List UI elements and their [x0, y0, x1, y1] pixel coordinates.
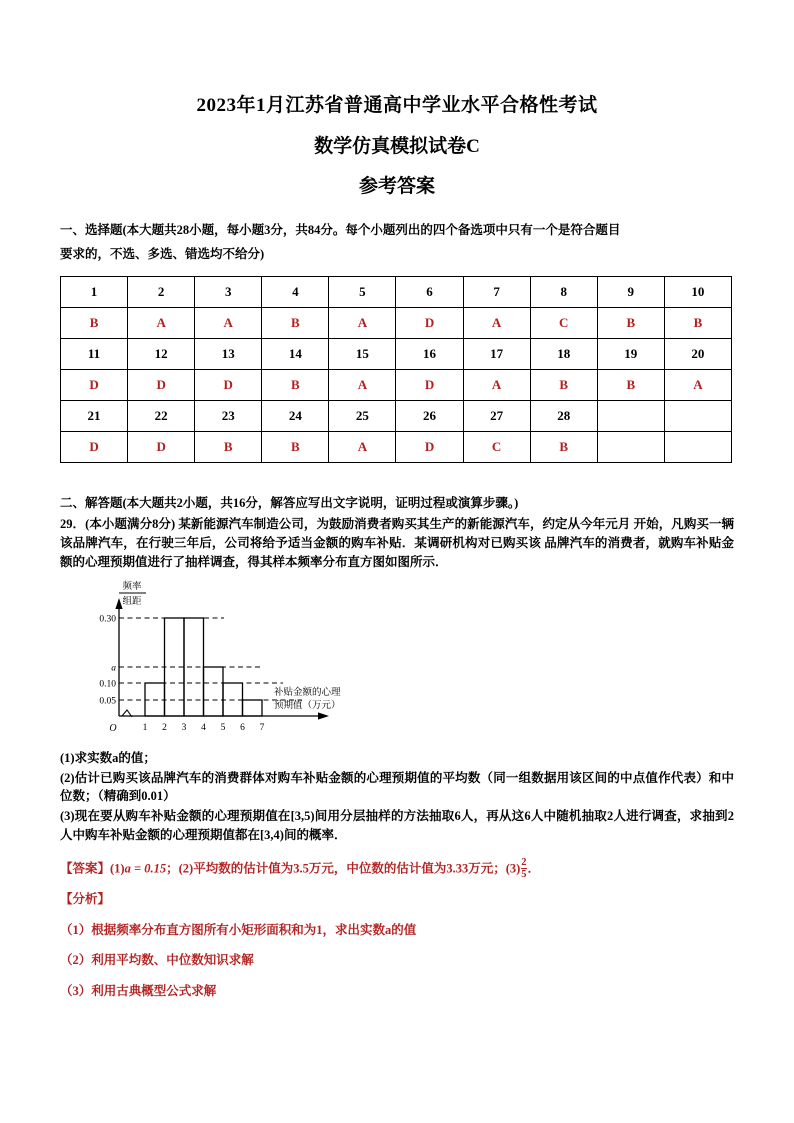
- answer-cell: A: [463, 369, 530, 400]
- question-number-cell: 2: [128, 276, 195, 307]
- question-number-cell: 11: [61, 338, 128, 369]
- question-number-cell: 27: [463, 400, 530, 431]
- svg-text:组距: 组距: [122, 596, 142, 607]
- histogram-svg: [86, 576, 376, 748]
- answer-part2-value: 平均数的估计值为3.5万元，中位数的估计值为3.33万元；: [193, 860, 506, 875]
- subquestion-1: [60, 749, 734, 768]
- answer-cell: B: [262, 307, 329, 338]
- subquestion-1-text: (1)求实数a的值；: [60, 750, 156, 765]
- answer-cell: A: [329, 431, 396, 462]
- y-tick-labels: [99, 614, 116, 706]
- question-number-cell: 20: [664, 338, 731, 369]
- question-number-cell: 23: [195, 400, 262, 431]
- answer-cell: D: [396, 307, 463, 338]
- question-number-cell: 26: [396, 400, 463, 431]
- analysis-item: （2）利用平均数、中位数知识求解: [60, 953, 254, 968]
- answer-cell: B: [597, 369, 664, 400]
- section-one-heading-line2: 要求的，不选、多选、错选均不给分): [60, 247, 265, 262]
- table-row: [61, 338, 732, 369]
- title-block: [60, 0, 734, 196]
- answer-part2-prefix: (2): [178, 860, 194, 875]
- subquestion-2: [60, 769, 734, 807]
- bar-4-5: [204, 667, 224, 716]
- answer-part3-fraction: [521, 857, 526, 880]
- svg-text:3: 3: [181, 722, 187, 733]
- table-row: [61, 431, 732, 462]
- analysis-item: （1）根据频率分布直方图所有小矩形面积和为1，求出实数a的值: [60, 922, 417, 937]
- y-axis-label: [119, 580, 146, 607]
- page-subtitle-answers: 参考答案: [358, 176, 435, 197]
- answer-cell: B: [597, 307, 664, 338]
- question-number-cell: 14: [262, 338, 329, 369]
- answer-block: [60, 858, 734, 881]
- answer-cell: B: [195, 431, 262, 462]
- table-row: [61, 400, 732, 431]
- origin-label: O: [109, 722, 117, 734]
- bar-6-7: [243, 700, 263, 716]
- svg-text:0.05: 0.05: [99, 696, 116, 707]
- question-number-cell: 28: [530, 400, 597, 431]
- answer-cell: D: [396, 369, 463, 400]
- answer-cell: D: [61, 431, 128, 462]
- question-number-cell: 16: [396, 338, 463, 369]
- answer-cell: B: [664, 307, 731, 338]
- question-number-cell: 8: [530, 276, 597, 307]
- table-row: [61, 369, 732, 400]
- answer-separator: ；: [166, 860, 179, 875]
- question-number-cell-empty: [597, 400, 664, 431]
- svg-text:a: a: [111, 663, 116, 674]
- page-subtitle: 数学仿真模拟试卷C: [314, 136, 480, 157]
- question-number-cell: 5: [329, 276, 396, 307]
- question-number-cell: 24: [262, 400, 329, 431]
- answer-cell: D: [195, 369, 262, 400]
- x-axis-label: [274, 686, 341, 711]
- answer-cell: D: [61, 369, 128, 400]
- question-number-cell: 7: [463, 276, 530, 307]
- fraction-denominator: 5: [521, 868, 527, 880]
- question-29-line2: 开始，凡购买一辆该品牌汽车，在行驶三年后，公司将给予适当金额的购车补贴．某调研机构对已购买该: [60, 516, 734, 550]
- svg-text:补贴金额的心理: 补贴金额的心理: [274, 687, 341, 698]
- question-number-cell: 4: [262, 276, 329, 307]
- question-number-cell: 9: [597, 276, 664, 307]
- subquestion-3: [60, 807, 734, 845]
- question-number-cell: 12: [128, 338, 195, 369]
- svg-text:预期值（万元）: 预期值（万元）: [274, 700, 341, 711]
- answer-cell: D: [128, 369, 195, 400]
- answer-cell: C: [463, 431, 530, 462]
- svg-text:频率: 频率: [122, 581, 142, 592]
- answer-part3-prefix: (3): [505, 860, 521, 875]
- question-number-cell: 13: [195, 338, 262, 369]
- question-number-cell: 15: [329, 338, 396, 369]
- question-number-cell: 21: [61, 400, 128, 431]
- svg-text:4: 4: [201, 722, 206, 733]
- svg-text:0.10: 0.10: [99, 679, 116, 690]
- answer-cell: B: [262, 369, 329, 400]
- subquestion-3-line1: (3)现在要从购车补贴金额的心理预期值在[3,5)间用分层抽样的方法抽取6人，再从这6人中随机抽取2人: [60, 809, 627, 823]
- question-number-cell: 22: [128, 400, 195, 431]
- fraction-numerator: 2: [521, 856, 527, 868]
- question-number-cell: 3: [195, 276, 262, 307]
- analysis-item: （3）利用古典概型公式求解: [60, 984, 217, 999]
- question-number-cell: 25: [329, 400, 396, 431]
- answer-cell: A: [329, 369, 396, 400]
- answer-cell: D: [396, 431, 463, 462]
- section-one-heading: [60, 218, 734, 267]
- answer-cell: D: [128, 431, 195, 462]
- analysis-label: 【分析】: [60, 891, 111, 906]
- question-number-cell: 17: [463, 338, 530, 369]
- section-two-heading: 二、解答题(本大题共2小题，共16分，解答应写出文字说明，证明过程或演算步骤。): [60, 495, 519, 510]
- question-number-cell: 19: [597, 338, 664, 369]
- question-number-cell: 1: [61, 276, 128, 307]
- x-tick-labels: [143, 723, 265, 733]
- answer-part3-suffix: ．: [527, 860, 541, 875]
- question-number-cell: 6: [396, 276, 463, 307]
- svg-text:7: 7: [259, 722, 265, 733]
- answer-cell: A: [195, 307, 262, 338]
- bar-3-4: [184, 618, 204, 716]
- answer-cell: A: [664, 369, 731, 400]
- frequency-histogram: [60, 576, 734, 748]
- svg-text:2: 2: [162, 722, 167, 733]
- question-29-line3: 品牌汽车的消费者，就购车补贴金额的心理预期值进行了抽样调查，得其样本频率分布直方图如图所示．: [60, 535, 734, 569]
- svg-text:1: 1: [142, 722, 148, 733]
- answer-cell: B: [262, 431, 329, 462]
- answer-cell: B: [530, 431, 597, 462]
- question-29-line1: 29．(本小题满分8分) 某新能源汽车制造公司，为鼓励消费者购买其生产的新能源汽车，约定从今年元月: [60, 516, 631, 531]
- answer-cell: A: [128, 307, 195, 338]
- answer-label: 【答案】: [60, 860, 111, 875]
- table-row: [61, 307, 732, 338]
- subquestion-2-line1: (2)估计已购买该品牌汽车的消费群体对购车补贴金额的心理预期值的平均数（同一组数据用该区间的中点: [60, 770, 646, 785]
- question-29-text: [60, 515, 734, 572]
- subquestion-3-line2: 进行调查，求抽到2人中购车补贴金额的心理预期值都在[3,4)间的概率．: [60, 809, 734, 842]
- answer-cell: A: [463, 307, 530, 338]
- answer-cell: C: [530, 307, 597, 338]
- section-one-heading-line1: 一、选择题(本大题共28小题，每小题3分，共84分。每个小题列出的四个备选项中只有一个是符合题目: [60, 223, 621, 237]
- answer-cell: B: [530, 369, 597, 400]
- question-number-cell: 10: [664, 276, 731, 307]
- subquestion-2-line2: 值作代表）和中位数；（精确到0.01）: [60, 770, 734, 804]
- page-title: 2023年1月江苏省普通高中学业水平合格性考试: [196, 95, 598, 116]
- answer-key-table: [60, 276, 732, 463]
- answer-cell: A: [329, 307, 396, 338]
- table-row: [61, 276, 732, 307]
- answer-cell-empty: [664, 431, 731, 462]
- answer-cell: B: [61, 307, 128, 338]
- svg-text:0.30: 0.30: [99, 614, 116, 625]
- question-number-cell: 18: [530, 338, 597, 369]
- answer-part1-prefix: (1): [110, 860, 125, 875]
- svg-text:5: 5: [220, 722, 226, 733]
- answer-cell-empty: [597, 431, 664, 462]
- question-number-cell-empty: [664, 400, 731, 431]
- svg-text:6: 6: [240, 722, 245, 733]
- answer-part1-value: a = 0.15: [124, 860, 167, 875]
